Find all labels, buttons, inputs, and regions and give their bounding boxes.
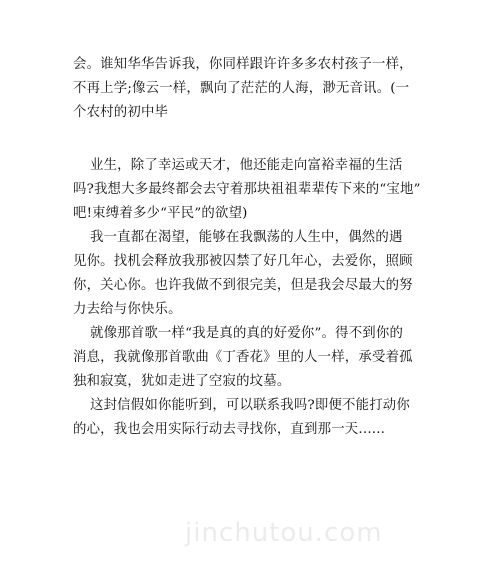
text-line: 吧!束缚着多少“平民”的欲望) bbox=[73, 206, 248, 221]
line-gap bbox=[73, 222, 423, 229]
text-line: 独和寂寞，犹如走进了空寂的坟墓。 bbox=[73, 374, 291, 389]
line-gap bbox=[73, 73, 423, 80]
line-gap bbox=[73, 97, 423, 104]
line-gap bbox=[73, 270, 423, 277]
text-line: 就像那首歌一样“我是真的真的好爱你”。得不到你的 bbox=[90, 326, 404, 341]
line-gap bbox=[73, 318, 423, 325]
line-gap bbox=[73, 342, 423, 349]
text-line: 你，关心你。也许我做不到很完美，但是我会尽最大的努 bbox=[73, 278, 413, 293]
text-line: 力去给与你快乐。 bbox=[73, 302, 182, 317]
watermark: jinchutou.com bbox=[185, 518, 383, 548]
line-gap bbox=[73, 198, 423, 205]
text-line: 我一直都在渴望，能够在我飘荡的人生中，偶然的遇 bbox=[90, 230, 403, 245]
text-line: 消息，我就像那首歌曲《丁香花》里的人一样，承受着孤 bbox=[73, 350, 413, 365]
text-line: 吗?我想大多最终都会去守着那块祖祖辈辈传下来的“宝地” bbox=[73, 182, 421, 197]
text-line: 业生，除了幸运或天才，他还能走向富裕幸福的生活 bbox=[90, 158, 403, 173]
line-gap bbox=[73, 294, 423, 301]
line-gap bbox=[73, 246, 423, 253]
text-line: 的心，我也会用实际行动去寻找你，直到那一天...... bbox=[73, 422, 386, 437]
document-body bbox=[73, 56, 423, 438]
text-line: 这封信假如你能听到，可以联系我吗?即便不能打动你 bbox=[90, 398, 410, 413]
paragraph-gap bbox=[73, 121, 423, 157]
text-line: 个农村的初中毕 bbox=[73, 105, 169, 120]
line-gap bbox=[73, 366, 423, 373]
text-line: 不再上学;像云一样，飘向了茫茫的人海，渺无音讯。(一 bbox=[73, 81, 410, 96]
line-gap bbox=[73, 414, 423, 421]
text-line: 会。谁知华华告诉我，你同样跟许许多多农村孩子一样， bbox=[73, 57, 413, 72]
line-gap bbox=[73, 174, 423, 181]
line-gap bbox=[73, 390, 423, 397]
text-line: 见你。找机会释放我那被囚禁了好几年心，去爱你，照顾 bbox=[73, 254, 413, 269]
